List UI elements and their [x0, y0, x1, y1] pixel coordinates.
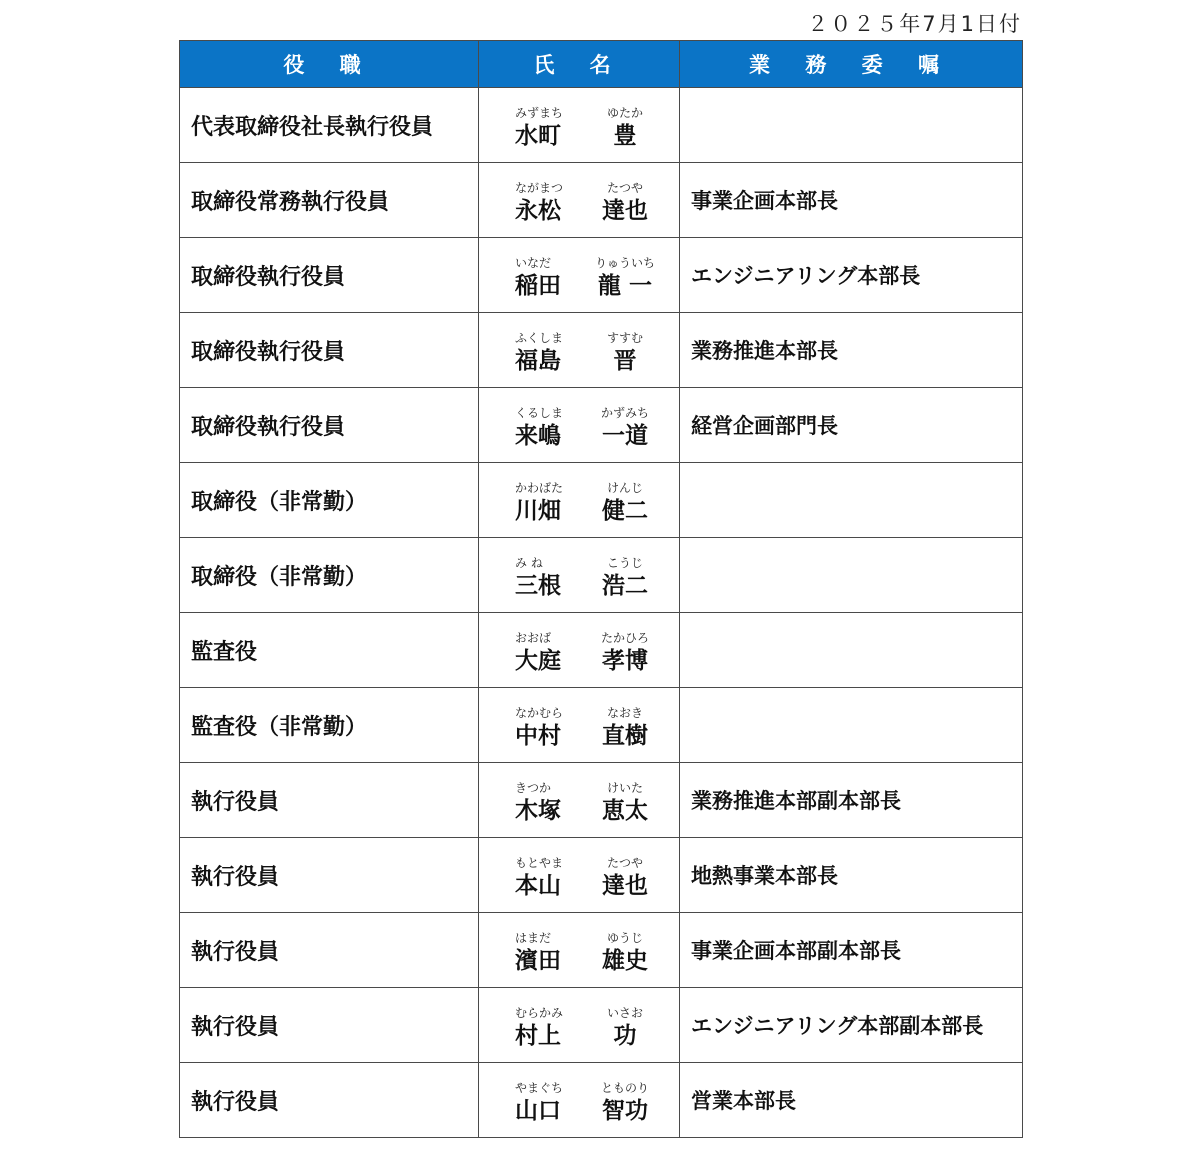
- given-name-kanji: 龍 一: [597, 272, 652, 299]
- name-block: [479, 550, 679, 601]
- table-row: [180, 838, 1023, 913]
- family-name-kanji: 永松: [515, 197, 561, 224]
- duty-cell: 業務推進本部長: [680, 313, 1023, 388]
- family-name: [515, 931, 587, 976]
- family-name-kanji: 大庭: [515, 647, 561, 674]
- given-name-furigana: こうじ: [606, 555, 643, 570]
- table-body: [180, 88, 1023, 1138]
- name-cell: [479, 838, 680, 913]
- family-name-kanji: 濱田: [515, 947, 561, 974]
- given-name-furigana: とものり: [600, 1080, 649, 1095]
- effective-date: ２０２５年7月1日付: [807, 12, 1022, 36]
- role-cell: 執行役員: [180, 838, 479, 913]
- name-cell: [479, 988, 680, 1063]
- given-name-kanji: 晋: [613, 347, 637, 374]
- name-block: [479, 475, 679, 526]
- given-name-kanji: 達也: [602, 872, 648, 899]
- family-name: [515, 181, 587, 226]
- name-block: [479, 325, 679, 376]
- family-name-kanji: 来嶋: [515, 422, 561, 449]
- name-cell: [479, 688, 680, 763]
- role-cell: 取締役（非常勤）: [180, 463, 479, 538]
- role-cell: 監査役（非常勤）: [180, 688, 479, 763]
- given-name: [587, 481, 663, 526]
- table-row: [180, 688, 1023, 763]
- given-name-furigana: りゅういち: [594, 255, 655, 270]
- given-name-furigana: けいた: [606, 780, 643, 795]
- family-name-furigana: なかむら: [515, 705, 564, 720]
- name-block: [479, 1075, 679, 1126]
- given-name-kanji: 恵太: [602, 797, 648, 824]
- name-cell: [479, 88, 680, 163]
- name-cell: [479, 388, 680, 463]
- duty-cell: [680, 613, 1023, 688]
- family-name: [515, 1006, 587, 1051]
- family-name-kanji: 福島: [515, 347, 561, 374]
- family-name-kanji: 三根: [515, 572, 561, 599]
- table-row: [180, 913, 1023, 988]
- name-cell: [479, 538, 680, 613]
- family-name-kanji: 木塚: [515, 797, 561, 824]
- table-row: [180, 88, 1023, 163]
- given-name: [587, 706, 663, 751]
- family-name-kanji: 本山: [515, 872, 561, 899]
- name-cell: [479, 313, 680, 388]
- family-name: [515, 706, 587, 751]
- family-name: [515, 631, 587, 676]
- table-row: [180, 613, 1023, 688]
- given-name-kanji: 雄史: [602, 947, 648, 974]
- name-block: [479, 925, 679, 976]
- table-row: [180, 988, 1023, 1063]
- given-name: [587, 1081, 663, 1126]
- given-name-kanji: 豊: [613, 122, 637, 149]
- given-name-kanji: 一道: [602, 422, 648, 449]
- given-name-kanji: 智功: [602, 1097, 648, 1124]
- table-row: [180, 538, 1023, 613]
- duty-cell: エンジニアリング本部副本部長: [680, 988, 1023, 1063]
- family-name: [515, 556, 587, 601]
- duty-cell: エンジニアリング本部長: [680, 238, 1023, 313]
- role-cell: 執行役員: [180, 988, 479, 1063]
- family-name-furigana: みずまち: [515, 105, 564, 120]
- family-name: [515, 256, 587, 301]
- given-name-kanji: 直樹: [602, 722, 648, 749]
- table-row: [180, 238, 1023, 313]
- family-name: [515, 856, 587, 901]
- duty-cell: 事業企画本部長: [680, 163, 1023, 238]
- given-name-kanji: 浩二: [602, 572, 648, 599]
- given-name-furigana: たつや: [606, 180, 643, 195]
- family-name-furigana: ながまつ: [515, 180, 564, 195]
- name-cell: [479, 613, 680, 688]
- role-cell: 執行役員: [180, 1063, 479, 1138]
- family-name-furigana: やまぐち: [515, 1080, 564, 1095]
- table-row: [180, 313, 1023, 388]
- family-name: [515, 406, 587, 451]
- name-block: [479, 175, 679, 226]
- header-duty: 業 務 委 嘱: [680, 41, 1023, 88]
- name-cell: [479, 463, 680, 538]
- given-name-furigana: ゆうじ: [606, 930, 643, 945]
- given-name: [587, 106, 663, 151]
- given-name-furigana: すすむ: [606, 330, 644, 345]
- given-name-furigana: たかひろ: [600, 630, 649, 645]
- table-row: [180, 463, 1023, 538]
- duty-cell: 業務推進本部副本部長: [680, 763, 1023, 838]
- family-name-furigana: み ね: [515, 555, 543, 570]
- duty-cell: 地熱事業本部長: [680, 838, 1023, 913]
- given-name-furigana: ゆたか: [606, 105, 643, 120]
- family-name-furigana: もとやま: [515, 855, 564, 870]
- family-name-furigana: きつか: [515, 780, 552, 795]
- role-cell: 取締役常務執行役員: [180, 163, 479, 238]
- duty-cell: [680, 88, 1023, 163]
- given-name: [587, 781, 663, 826]
- given-name-furigana: なおき: [606, 705, 643, 720]
- header-name: 氏 名: [479, 41, 680, 88]
- family-name-kanji: 村上: [515, 1022, 561, 1049]
- name-block: [479, 250, 679, 301]
- given-name: [587, 331, 663, 376]
- given-name-furigana: かずみち: [600, 405, 649, 420]
- family-name-kanji: 山口: [515, 1097, 561, 1124]
- duty-cell: 営業本部長: [680, 1063, 1023, 1138]
- table-row: [180, 163, 1023, 238]
- officers-table: [179, 40, 1023, 1138]
- given-name: [587, 256, 663, 301]
- duty-cell: 経営企画部門長: [680, 388, 1023, 463]
- given-name: [587, 931, 663, 976]
- table-row: [180, 1063, 1023, 1138]
- given-name: [587, 556, 663, 601]
- name-block: [479, 775, 679, 826]
- role-cell: 取締役（非常勤）: [180, 538, 479, 613]
- family-name-kanji: 中村: [515, 722, 561, 749]
- name-cell: [479, 763, 680, 838]
- given-name-furigana: いさお: [606, 1005, 643, 1020]
- given-name-kanji: 健二: [602, 497, 648, 524]
- role-cell: 取締役執行役員: [180, 238, 479, 313]
- role-cell: 取締役執行役員: [180, 313, 479, 388]
- family-name-furigana: ふくしま: [515, 330, 564, 345]
- family-name-furigana: くるしま: [515, 405, 564, 420]
- given-name-furigana: けんじ: [606, 480, 643, 495]
- name-block: [479, 625, 679, 676]
- given-name: [587, 406, 663, 451]
- given-name: [587, 631, 663, 676]
- family-name-kanji: 水町: [515, 122, 561, 149]
- duty-cell: 事業企画本部副本部長: [680, 913, 1023, 988]
- role-cell: 執行役員: [180, 763, 479, 838]
- header-role: 役 職: [180, 41, 479, 88]
- name-block: [479, 700, 679, 751]
- name-block: [479, 1000, 679, 1051]
- given-name-furigana: たつや: [606, 855, 643, 870]
- given-name-kanji: 孝博: [602, 647, 648, 674]
- name-block: [479, 850, 679, 901]
- role-cell: 執行役員: [180, 913, 479, 988]
- role-cell: 監査役: [180, 613, 479, 688]
- family-name: [515, 106, 587, 151]
- family-name-furigana: おおば: [515, 630, 552, 645]
- given-name-kanji: 達也: [602, 197, 648, 224]
- family-name-furigana: むらかみ: [515, 1005, 564, 1020]
- family-name-kanji: 川畑: [515, 497, 561, 524]
- family-name-kanji: 稲田: [515, 272, 561, 299]
- given-name: [587, 181, 663, 226]
- table-header-row: [180, 41, 1023, 88]
- name-cell: [479, 163, 680, 238]
- family-name: [515, 331, 587, 376]
- role-cell: 取締役執行役員: [180, 388, 479, 463]
- duty-cell: [680, 463, 1023, 538]
- name-cell: [479, 238, 680, 313]
- role-cell: 代表取締役社長執行役員: [180, 88, 479, 163]
- name-cell: [479, 1063, 680, 1138]
- family-name: [515, 481, 587, 526]
- family-name-furigana: いなだ: [515, 255, 552, 270]
- family-name-furigana: はまだ: [515, 930, 552, 945]
- given-name: [587, 856, 663, 901]
- family-name: [515, 1081, 587, 1126]
- given-name: [587, 1006, 663, 1051]
- given-name-kanji: 功: [613, 1022, 637, 1049]
- duty-cell: [680, 688, 1023, 763]
- family-name-furigana: かわばた: [515, 480, 564, 495]
- duty-cell: [680, 538, 1023, 613]
- family-name: [515, 781, 587, 826]
- table-row: [180, 388, 1023, 463]
- name-cell: [479, 913, 680, 988]
- name-block: [479, 100, 679, 151]
- table-row: [180, 763, 1023, 838]
- name-block: [479, 400, 679, 451]
